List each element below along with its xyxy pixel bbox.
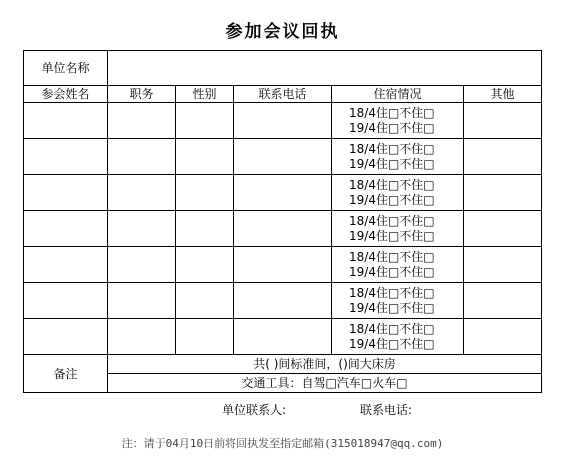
phone-field[interactable] (234, 319, 332, 355)
position-field[interactable] (108, 247, 176, 283)
stay-night-1-option[interactable]: 18/4住□不住□ (349, 177, 435, 192)
gender-field[interactable] (176, 247, 234, 283)
stay-night-2-option[interactable]: 19/4住□不住□ (349, 120, 435, 135)
other-field[interactable] (464, 211, 542, 247)
unit-name-label: 单位名称 (24, 51, 108, 86)
other-field[interactable] (464, 283, 542, 319)
position-field[interactable] (108, 103, 176, 139)
position-field[interactable] (108, 283, 176, 319)
submission-note: 注：请于04月10日前将回执发至指定邮箱(315018947@qq.com) (121, 437, 444, 450)
position-field[interactable] (108, 211, 176, 247)
transport-field[interactable]: 交通工具：自驾□汽车□火车□ (108, 374, 542, 393)
gender-field[interactable] (176, 175, 234, 211)
other-field[interactable] (464, 247, 542, 283)
form-title: 参加会议回执 (225, 22, 340, 42)
gender-field[interactable] (176, 103, 234, 139)
remarks-label: 备注 (24, 355, 108, 393)
other-field[interactable] (464, 139, 542, 175)
receipt-form-table (23, 50, 542, 393)
room-count-field[interactable]: 共( )间标准间，()间大床房 (108, 355, 542, 374)
gender-field[interactable] (176, 139, 234, 175)
attendee-row (24, 319, 542, 355)
contact-person-label: 单位联系人: (222, 403, 287, 417)
stay-night-2-option[interactable]: 19/4住□不住□ (349, 156, 435, 171)
accommodation-cell[interactable] (332, 247, 464, 283)
other-field[interactable] (464, 319, 542, 355)
contact-phone-label: 联系电话: (360, 403, 413, 417)
phone-field[interactable] (234, 103, 332, 139)
stay-night-1-option[interactable]: 18/4住□不住□ (349, 285, 435, 300)
header-phone: 联系电话 (234, 86, 332, 103)
unit-name-field[interactable] (108, 51, 542, 86)
gender-field[interactable] (176, 211, 234, 247)
position-field[interactable] (108, 175, 176, 211)
gender-field[interactable] (176, 283, 234, 319)
phone-field[interactable] (234, 175, 332, 211)
header-attendee-name: 参会姓名 (24, 86, 108, 103)
gender-field[interactable] (176, 319, 234, 355)
other-field[interactable] (464, 175, 542, 211)
position-field[interactable] (108, 139, 176, 175)
phone-field[interactable] (234, 247, 332, 283)
unit-row (24, 51, 542, 86)
accommodation-cell[interactable] (332, 139, 464, 175)
stay-night-1-option[interactable]: 18/4住□不住□ (349, 213, 435, 228)
attendee-name-field[interactable] (24, 211, 108, 247)
stay-night-1-option[interactable]: 18/4住□不住□ (349, 249, 435, 264)
accommodation-cell[interactable] (332, 211, 464, 247)
accommodation-cell[interactable] (332, 319, 464, 355)
phone-field[interactable] (234, 283, 332, 319)
header-accommodation: 住宿情况 (332, 86, 464, 103)
attendee-row (24, 211, 542, 247)
attendee-name-field[interactable] (24, 175, 108, 211)
accommodation-cell[interactable] (332, 283, 464, 319)
attendee-row (24, 139, 542, 175)
remarks-row (24, 355, 542, 374)
attendee-row (24, 247, 542, 283)
attendee-name-field[interactable] (24, 247, 108, 283)
other-field[interactable] (464, 103, 542, 139)
accommodation-cell[interactable] (332, 103, 464, 139)
stay-night-2-option[interactable]: 19/4住□不住□ (349, 192, 435, 207)
stay-night-1-option[interactable]: 18/4住□不住□ (349, 321, 435, 336)
attendee-name-field[interactable] (24, 103, 108, 139)
header-other: 其他 (464, 86, 542, 103)
stay-night-2-option[interactable]: 19/4住□不住□ (349, 264, 435, 279)
header-position: 职务 (108, 86, 176, 103)
phone-field[interactable] (234, 211, 332, 247)
attendee-name-field[interactable] (24, 139, 108, 175)
stay-night-1-option[interactable]: 18/4住□不住□ (349, 105, 435, 120)
accommodation-cell[interactable] (332, 175, 464, 211)
attendee-name-field[interactable] (24, 283, 108, 319)
stay-night-2-option[interactable]: 19/4住□不住□ (349, 300, 435, 315)
attendee-row (24, 103, 542, 139)
attendee-row (24, 283, 542, 319)
phone-field[interactable] (234, 139, 332, 175)
position-field[interactable] (108, 319, 176, 355)
attendee-name-field[interactable] (24, 319, 108, 355)
stay-night-1-option[interactable]: 18/4住□不住□ (349, 141, 435, 156)
attendee-row (24, 175, 542, 211)
stay-night-2-option[interactable]: 19/4住□不住□ (349, 336, 435, 351)
header-row (24, 86, 542, 103)
stay-night-2-option[interactable]: 19/4住□不住□ (349, 228, 435, 243)
header-gender: 性别 (176, 86, 234, 103)
